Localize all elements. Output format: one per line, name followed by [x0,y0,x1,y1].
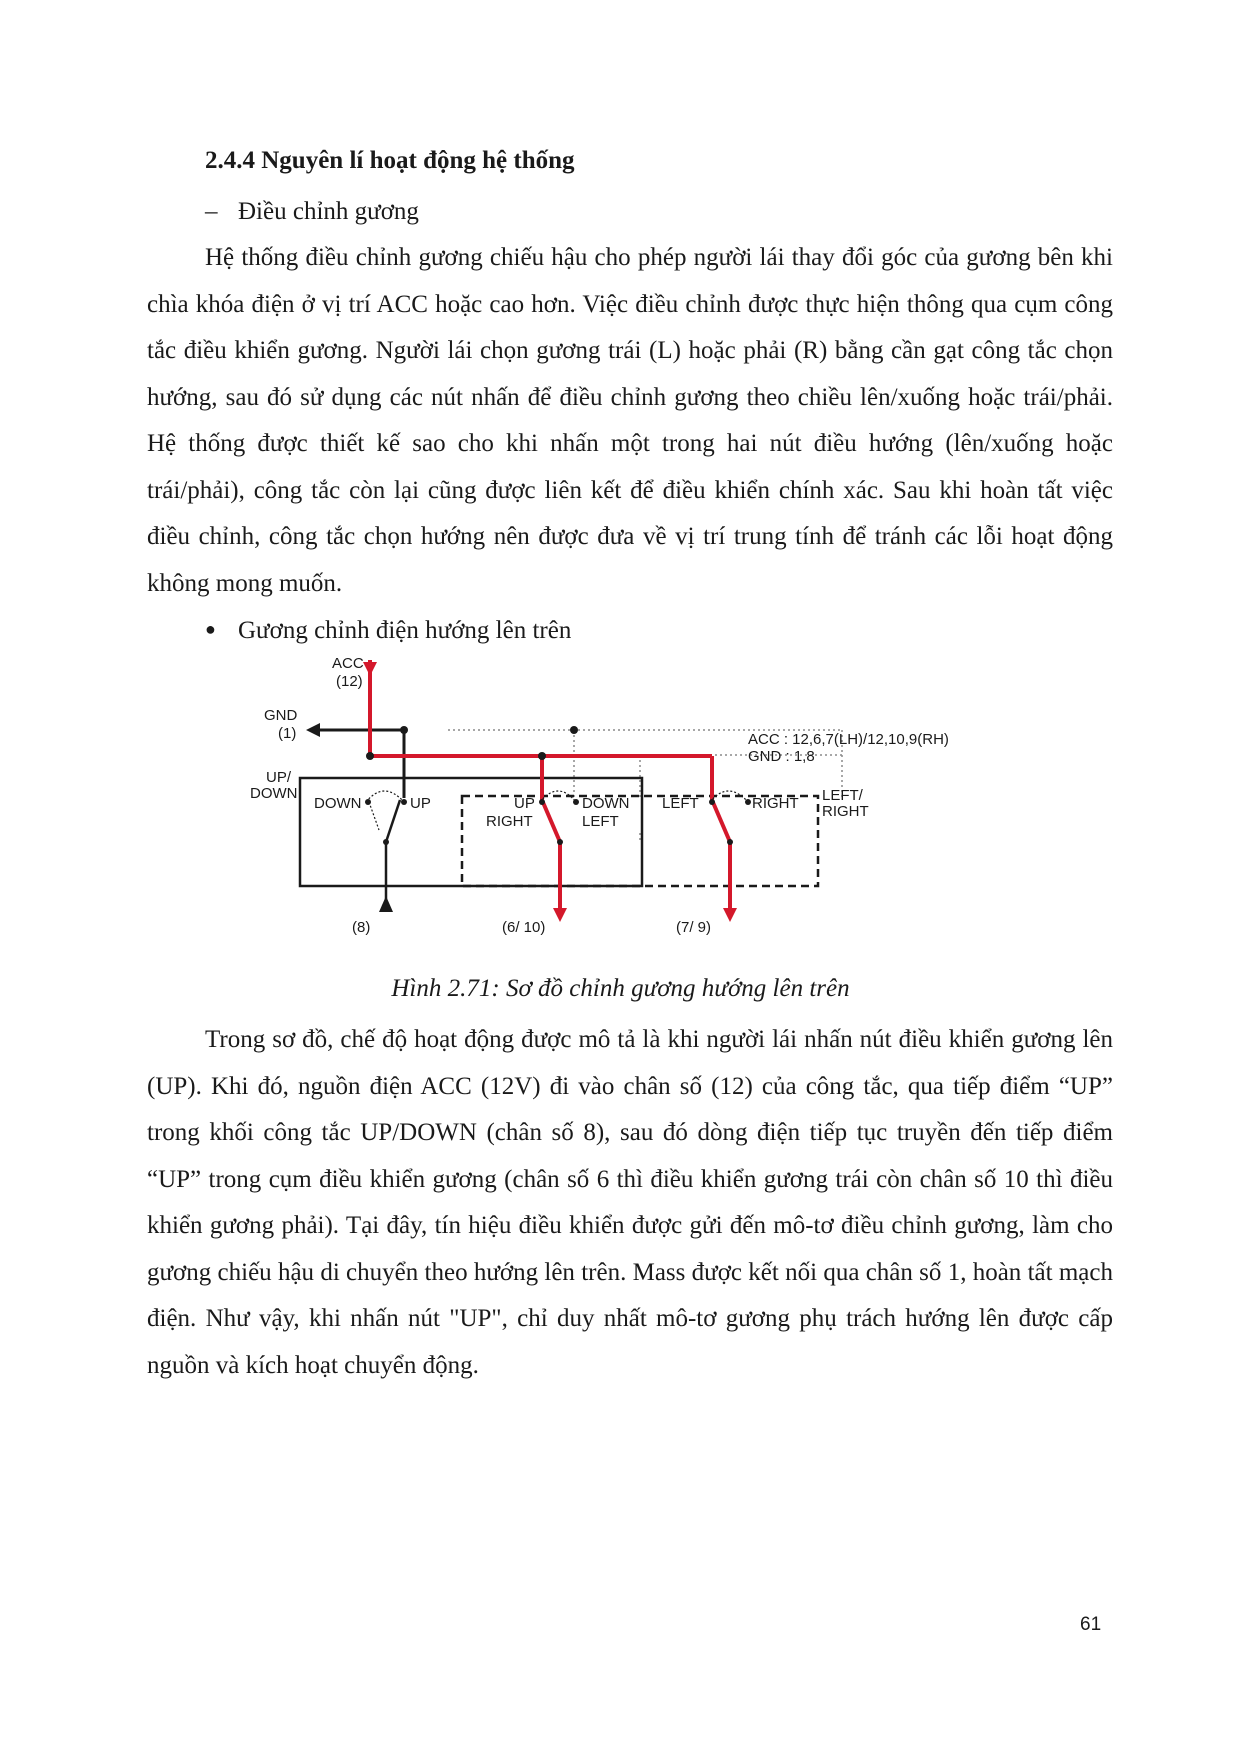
lr-left-label: LEFT [662,795,699,812]
acc-pin-label: (12) [336,673,363,690]
left-right-label-1: LEFT/ [822,787,863,804]
bullet-item-text: Gương chỉnh điện hướng lên trên [238,617,572,644]
dash-item-text: Điều chỉnh gương [238,198,419,225]
acc-junction [366,752,374,760]
mirror-ud-pivot [557,839,563,845]
mirror-switch-circuit-diagram [250,655,1070,950]
mirror-lr-pivot [727,839,733,845]
pin-note-gnd: GND : 1,8 [748,748,815,765]
down-contact [365,799,371,805]
gnd-label: GND [264,707,298,724]
pin6-10-arrow-icon [553,908,567,922]
pin7-9-label: (7/ 9) [676,919,712,936]
page-number: 61 [1080,1614,1102,1635]
up-down-switch-contacts [366,791,404,908]
up-right-contact [539,799,545,805]
acc-active-wires [370,660,730,910]
body-paragraph-1: Hệ thống điều chỉnh gương chiếu hậu cho phép người lái thay đổi góc của gương bên khi chìa khóa điện ở vị trí ACC hoặc cao hơn. Việc điều chỉnh được thực hiện thông qua cụm công tắc điều khiển gương. Người lái chọn gương trái (L) hoặc phải (R) bằng cần gạt công tắc chọn hướng, sau đó sử dụng các nút nhấn để điều chỉnh gương theo chiều lên/xuống hoặc trái/phải. Hệ thống được thiết kế sao cho khi nhấn một trong hai nút điều hướng (lên/xuống hoặc trái/phải), công tắc còn lại cũng được liên kết để điều khiển chính xác. Sau khi hoàn tất việc điều chỉnh, công tắc chọn hướng nên được đưa về vị trí trung tính để tránh các lỗi hoạt động không mong muốn. [147,244,1113,597]
pin7-9-arrow-icon [723,908,737,922]
down-label: DOWN [314,795,362,812]
up-contact [401,799,407,805]
right-contact [745,799,751,805]
acc-label: ACC [332,655,364,672]
up-down-label-1: UP/ [266,769,292,786]
gnd-wire [320,730,404,798]
gnd-junction-2 [570,726,578,734]
dash-list-item [205,197,419,227]
lr-right-label: RIGHT [752,795,799,812]
bullet-list-item [205,614,571,646]
pin8-arrow-icon [379,896,393,912]
bullet-marker: ● [205,619,216,639]
mirror-right-label: RIGHT [486,813,533,830]
acc-arrow-icon [363,662,377,676]
body-paragraph-2: Trong sơ đồ, chế độ hoạt động được mô tả là khi người lái nhấn nút điều khiển gương lên (UP). Khi đó, nguồn điện ACC (12V) đi vào chân số (12) của công tắc, qua tiếp điểm “UP” trong khối công tắc UP/DOWN (chân số 8), sau đó dòng điện tiếp tục truyền đến tiếp điểm “UP” trong cụm điều khiển gương (chân số 6 thì điều khiển gương trái còn chân số 10 thì điều khiển gương phải). Tại đây, tín hiệu điều khiển được gửi đến mô-tơ điều chỉnh gương, làm cho gương chiếu hậu di chuyển theo hướng lên trên. Mass được kết nối qua chân số 1, hoàn tất mạch điện. Như vậy, khi nhấn nút "UP", chỉ duy nhất mô-tơ gương phụ trách hướng lên được cấp nguồn và kích hoạt chuyển động. [147,1026,1113,1379]
up-label: UP [410,795,431,812]
acc-junction-2 [538,752,546,760]
up-down-label-2: DOWN [250,785,298,802]
down-left-contact [573,799,579,805]
pin-note-acc: ACC : 12,6,7(LH)/12,10,9(RH) [748,731,949,748]
left-contact [709,799,715,805]
mirror-down-label: DOWN [582,795,630,812]
figure-caption: Hình 2.71: Sơ đồ chỉnh gương hướng lên trên [391,975,850,1002]
mirror-left-label: LEFT [582,813,619,830]
dash-marker: – [205,198,218,225]
mirror-up-label: UP [514,795,535,812]
gnd-junction [400,726,408,734]
up-down-pivot [383,839,389,845]
gnd-pin-label: (1) [278,725,297,742]
section-heading: 2.4.4 Nguyên lí hoạt động hệ thống [205,147,575,174]
left-right-label-2: RIGHT [822,803,869,820]
pin6-10-label: (6/ 10) [502,919,546,936]
gnd-arrow-icon [306,723,320,737]
pin8-label: (8) [352,919,371,936]
